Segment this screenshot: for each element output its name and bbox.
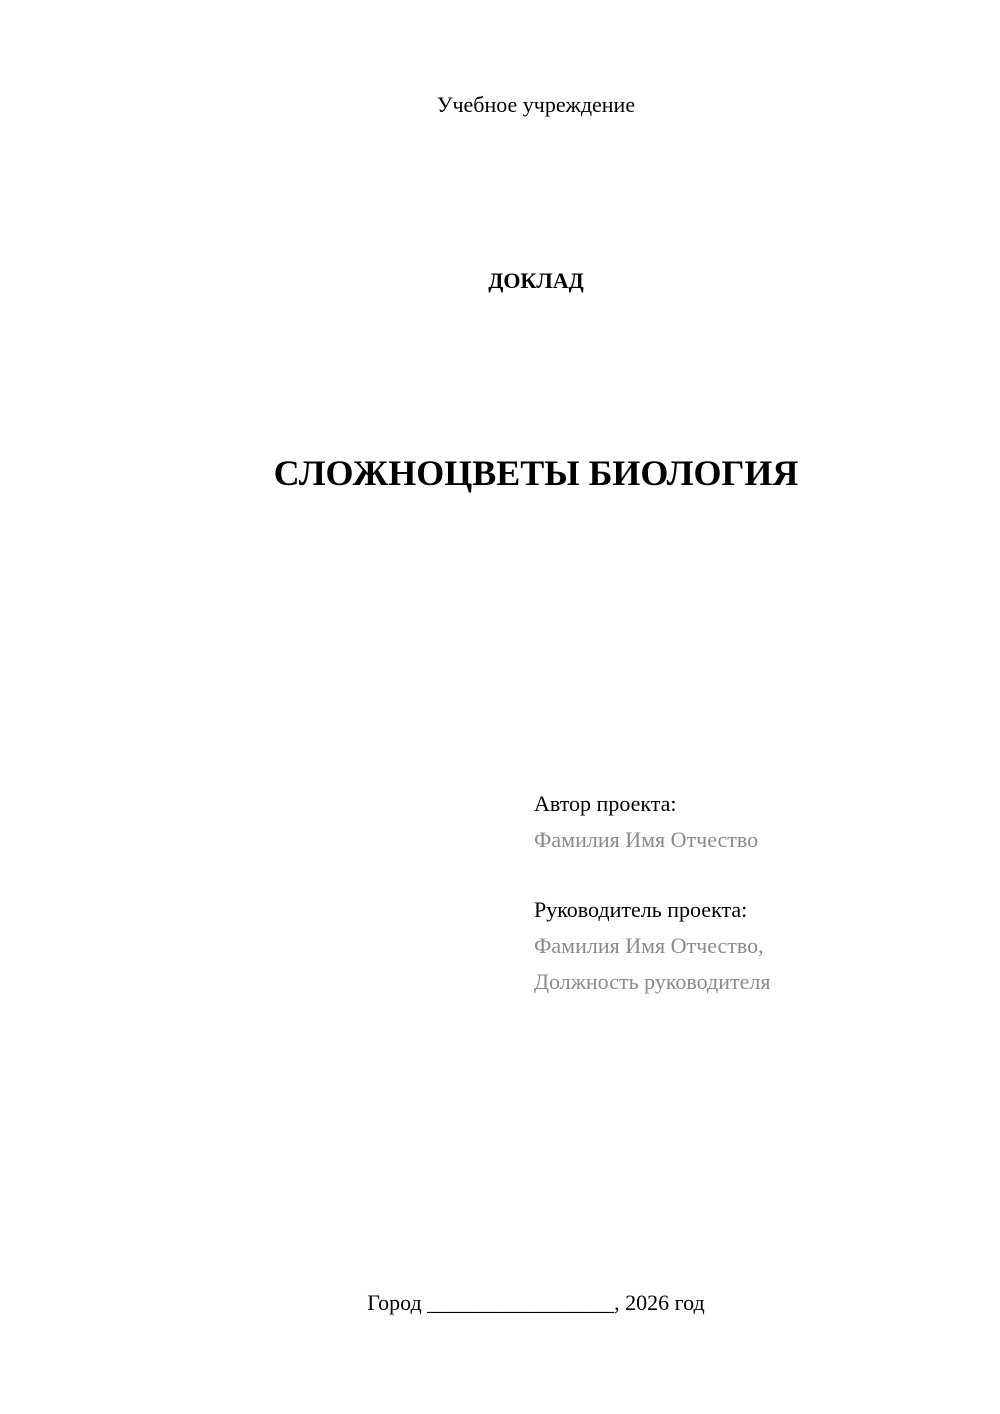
project-info-block — [534, 786, 974, 1000]
year-text: , 2026 год — [614, 1290, 705, 1315]
supervisor-name: Фамилия Имя Отчество, — [534, 933, 764, 958]
author-name: Фамилия Имя Отчество — [534, 827, 759, 852]
supervisor-position: Должность руководителя — [534, 969, 771, 994]
institution-name: Учебное учреждение — [436, 92, 636, 117]
document-type: ДОКЛАД — [488, 268, 584, 293]
city-year-line — [0, 1288, 1000, 1318]
info-spacer — [534, 858, 974, 892]
document-title: СЛОЖНОЦВЕТЫ БИОЛОГИЯ — [273, 453, 799, 493]
supervisor-label: Руководитель проекта: — [534, 897, 748, 922]
city-blank-line: _________________ — [427, 1290, 615, 1315]
city-label: Город — [367, 1290, 422, 1315]
author-label: Автор проекта: — [534, 791, 677, 816]
